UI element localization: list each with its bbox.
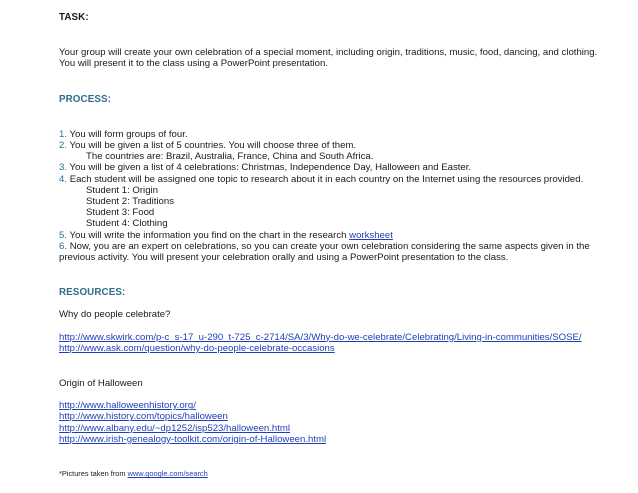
step-text-continued: previous activity. You will present your celebration orally and using a PowerPoint presentation to the class. (59, 252, 509, 264)
task-line-1: Your group will create your own celebration of a special moment, including origin, traditions, music, food, dancing, and clothing. (59, 47, 598, 59)
countries-line: The countries are: Brazil, Australia, France, China and South Africa. (86, 151, 374, 163)
resource-link[interactable]: http://www.history.com/topics/halloween (59, 411, 228, 423)
google-search-link[interactable]: www.google.com/search (127, 469, 208, 479)
step-number: 2. (59, 140, 68, 152)
document-page (59, 12, 619, 478)
step-text: You will write the information you find on the chart in the research (69, 229, 350, 241)
step-number: 3. (59, 162, 68, 174)
task-line-2: You will present it to the class using a PowerPoint presentation. (59, 58, 328, 70)
step-text: Each student will be assigned one topic to research about it in each country on the Internet using the resources provided. (69, 173, 584, 185)
process-step (59, 241, 619, 252)
step-number: 4. (59, 173, 68, 185)
resource-link[interactable]: http://www.halloweenhistory.org/ (59, 400, 196, 412)
process-step (59, 129, 619, 140)
resource-link[interactable]: http://www.albany.edu/~dp1252/isp523/halloween.html (59, 422, 291, 434)
process-step (59, 174, 619, 185)
resources-question: Why do people celebrate? (59, 309, 171, 321)
task-heading: TASK: (59, 12, 89, 23)
worksheet-link[interactable]: worksheet (349, 229, 393, 241)
step-number: 6. (59, 240, 68, 252)
student-topic: Student 4: Clothing (86, 218, 168, 230)
process-step (59, 140, 619, 151)
step-text: You will be given a list of 5 countries. You will choose three of them. (69, 140, 357, 152)
student-topic: Student 1: Origin (86, 184, 158, 196)
resource-link[interactable]: http://www.irish-genealogy-toolkit.com/origin-of-Halloween.html (59, 433, 327, 445)
process-heading: PROCESS: (59, 93, 111, 105)
resource-link[interactable]: http://www.skwirk.com/p-c_s-17_u-290_t-725_c-2714/SA/3/Why-do-we-celebrate/Celebrating/Living-in-communities/SOSE/ (59, 331, 582, 343)
step-number: 1. (59, 128, 68, 140)
footer-prefix: *Pictures taken from (59, 469, 128, 479)
step-number: 5. (59, 229, 68, 241)
process-step (59, 162, 619, 173)
process-step (59, 230, 619, 241)
student-topic: Student 2: Traditions (86, 196, 174, 208)
step-text: You will be given a list of 4 celebrations: Christmas, Independence Day, Halloween and Easter. (69, 162, 472, 174)
resource-link[interactable]: http://www.ask.com/question/why-do-people-celebrate-occasions (59, 342, 335, 354)
step-text: You will form groups of four. (69, 128, 188, 140)
resources-heading: RESOURCES: (59, 287, 126, 299)
origin-title: Origin of Halloween (59, 378, 143, 390)
student-topic: Student 3: Food (86, 207, 155, 219)
step-text: Now, you are an expert on celebrations, so you can create your own celebration considering the same aspects given in the (69, 240, 590, 252)
footer-note (59, 469, 619, 478)
